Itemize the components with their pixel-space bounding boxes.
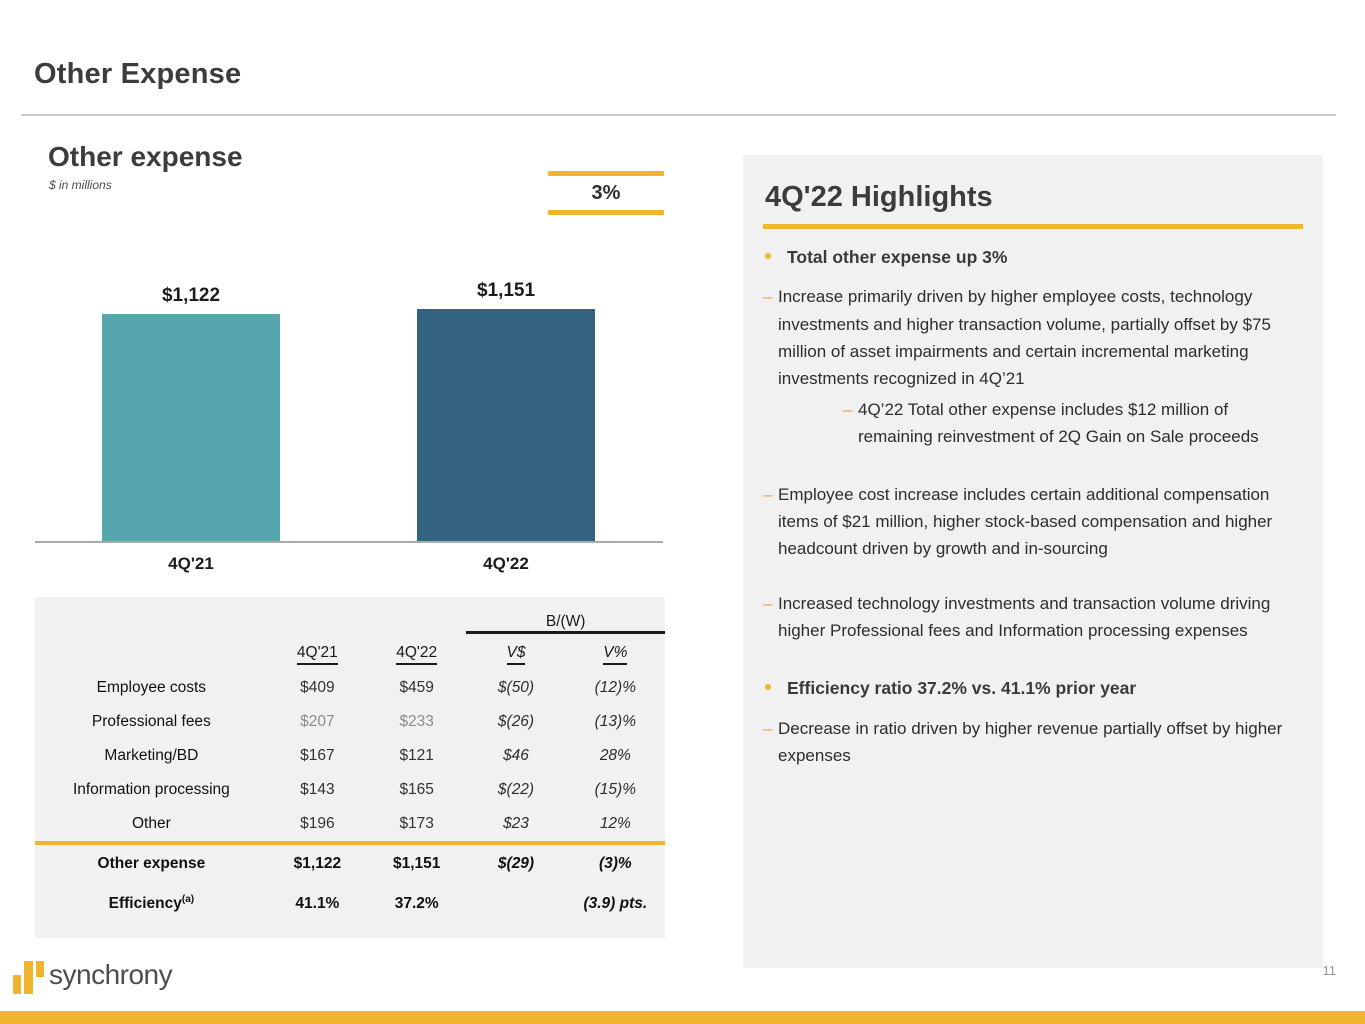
bw-group-header: B/(W)	[466, 601, 665, 634]
table-header-row	[35, 637, 665, 671]
bar-group-4q21	[102, 280, 280, 542]
bar-value-label: $1,122	[161, 285, 221, 306]
bullet-dot-icon	[765, 684, 771, 690]
col-header-4q22: 4Q'22	[367, 637, 466, 671]
page-number: 11	[1322, 963, 1336, 978]
highlights-title: 4Q'22 Highlights	[765, 181, 993, 213]
x-axis-line	[35, 541, 663, 543]
table-row-information-processing: Information processing $143 $165 $(22) (15)%	[72, 781, 636, 798]
table-row-efficiency: Efficiency$^{(a)}$ 41.1% 37.2% (3.9) pts.	[108, 894, 648, 913]
dash-icon: –	[843, 400, 853, 420]
table-row-employee-costs: Employee costs $409 $459 $(50) (12)%	[96, 679, 636, 696]
page-title: Other Expense	[34, 58, 242, 90]
highlight-dash-increase-drivers: – Increase primarily driven by higher employee costs, technology investments and higher transaction volume, partially offset by $75 million of asset impairments and certain incremental marketing investments recognized in 4Q’21	[763, 283, 1303, 392]
chart-title: Other expense	[48, 141, 243, 172]
bullet-dot-icon	[765, 253, 771, 259]
table-row-other: Other $196 $173 $23 12%	[131, 815, 631, 832]
col-header-vpercent: V%	[566, 637, 665, 671]
bottom-accent-bar	[0, 1011, 1365, 1024]
title-divider	[21, 114, 1336, 116]
highlight-dash-technology: – Increased technology investments and transaction volume driving higher Professional fees and Information processing expenses	[763, 590, 1303, 644]
growth-value: 3%	[591, 182, 621, 204]
footnote-marker: (a)	[181, 894, 195, 906]
bar-4q22	[417, 309, 595, 542]
col-header-4q21: 4Q'21	[268, 637, 367, 671]
col-header-vdollar: V$	[466, 637, 565, 671]
highlight-bullet-efficiency: Efficiency ratio 37.2% vs. 41.1% prior year	[763, 676, 1303, 701]
expense-table	[35, 597, 665, 925]
chart-subtitle: $ in millions	[49, 178, 112, 192]
dash-icon: –	[763, 287, 773, 307]
synchrony-logo	[13, 958, 263, 998]
bar-group-4q22	[417, 280, 595, 542]
dash-icon: –	[763, 484, 773, 504]
expense-table-panel	[35, 597, 665, 938]
highlights-underline	[763, 224, 1303, 229]
highlight-subdash-reinvestment: – 4Q’22 Total other expense includes $12 million of remaining reinvestment of 2Q Gain on Sale proceeds	[843, 396, 1303, 450]
table-group-header-row	[35, 597, 665, 637]
bar-value-label: $1,151	[476, 280, 536, 301]
bar-chart	[35, 280, 665, 542]
table-row-other-expense-total: Other expense $1,122 $1,151 $(29) (3)%	[35, 843, 665, 883]
growth-bottom-line	[548, 210, 664, 215]
category-label-4q21: 4Q'21	[168, 554, 214, 573]
highlight-dash-employee-cost: – Employee cost increase includes certain additional compensation items of $21 million, higher stock-based compensation and higher headcount driven by growth and in-sourcing	[763, 481, 1303, 563]
bar-4q21	[102, 314, 280, 542]
table-row-professional-fees: Professional fees $207 $233 $(26) (13)%	[91, 713, 636, 730]
dash-icon: –	[763, 594, 773, 614]
highlights-panel	[743, 155, 1323, 968]
category-label-4q22: 4Q'22	[483, 554, 529, 573]
highlight-dash-ratio-decrease: – Decrease in ratio driven by higher revenue partially offset by higher expenses	[763, 715, 1303, 769]
logo-wordmark: synchrony	[49, 959, 173, 990]
highlight-bullet-total-expense: Total other expense up 3%	[763, 245, 1303, 270]
dash-icon: –	[763, 718, 773, 738]
growth-callout	[548, 171, 664, 215]
table-row-marketing-bd: Marketing/BD $167 $121 $46 28%	[104, 747, 631, 764]
